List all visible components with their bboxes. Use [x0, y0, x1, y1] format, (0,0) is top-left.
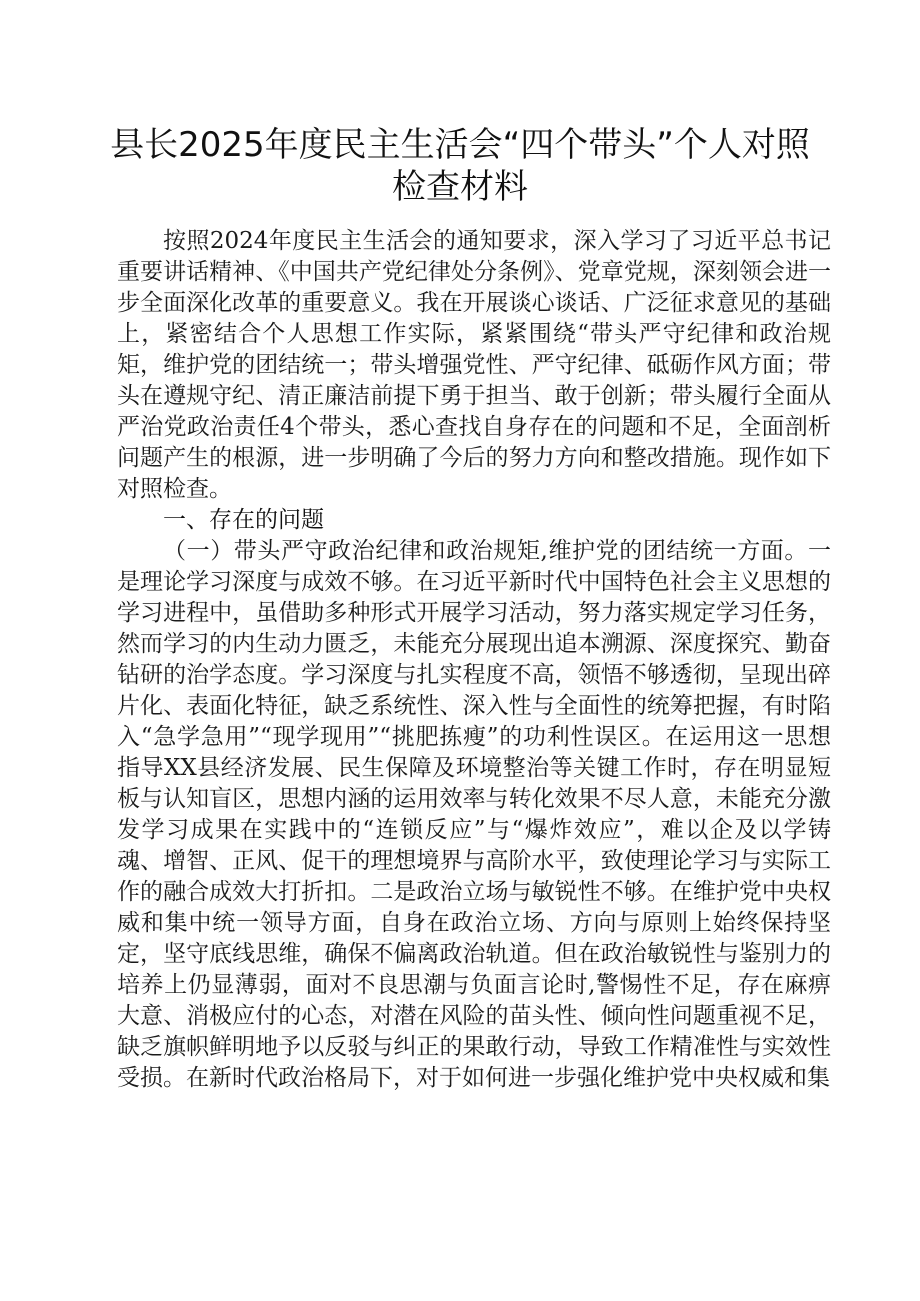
document-title: 县长2025年度民主生活会“四个带头”个人对照检查材料	[110, 125, 810, 207]
section-heading: 一、存在的问题	[163, 507, 324, 533]
section-paragraph: （一）带头严守政治纪律和政治规矩,维护党的团结统一方面。一是理论学习深度与成效不够。在习近平新时代中国特色社会主义思想的学习进程中，虽借助多种形式开展学习活动，努力落实规定学习任务，然而学习的内生动力匮乏，未能充分展现出追本溯源、深度探究、勤奋钻研的治学态度。学习深度与扎实程度不高，领悟不够透彻，呈现出碎片化、表面化特征，缺乏系统性、深入性与全面性的统筹把握，有时陷入“急学急用”“现学现用”“挑肥拣瘦”的功利性误区。在运用这一思想指导XX县经济发展、民生保障及环境整治等关键工作时，存在明显短板与认知盲区，思想内涵的运用效率与转化效果不尽人意，未能充分激发学习成果在实践中的“连锁反应”与“爆炸效应”，难以企及以学铸魂、增智、正风、促干的理想境界与高阶水平，致使理论学习与实际工作的融合成效大打折扣。二是政治立场与敏锐性不够。在维护党中央权威和集中统一领导方面，自身在政治立场、方向与原则上始终保持坚定，坚守底线思维，确保不偏离政治轨道。但在政治敏锐性与鉴别力的培养上仍显薄弱，面对不良思潮与负面言论时,警惕性不足，存在麻痹大意、消极应付的心态，对潜在风险的苗头性、倾向性问题重视不足，缺乏旗帜鲜明地予以反驳与纠正的果敢行动，导致工作精准性与实效性受损。在新时代政治格局下，对于如何进一步强化维护党中央权威和集	[117, 538, 831, 1091]
intro-paragraph: 按照2024年度民主生活会的通知要求，深入学习了习近平总书记重要讲话精神、《中国共产党纪律处分条例》、党章党规，深刻领会进一步全面深化改革的重要意义。我在开展谈心谈话、广泛征求意见的基础上，紧密结合个人思想工作实际，紧紧围绕“带头严守纪律和政治规矩，维护党的团结统一；带头增强党性、严守纪律、砥砺作风方面；带头在遵规守纪、清正廉洁前提下勇于担当、敢于创新；带头履行全面从严治党政治责任4个带头，悉心查找自身存在的问题和不足，全面剖析问题产生的根源，进一步明确了今后的努力方向和整改措施。现作如下对照检查。	[117, 228, 831, 502]
document-body	[117, 226, 831, 1094]
